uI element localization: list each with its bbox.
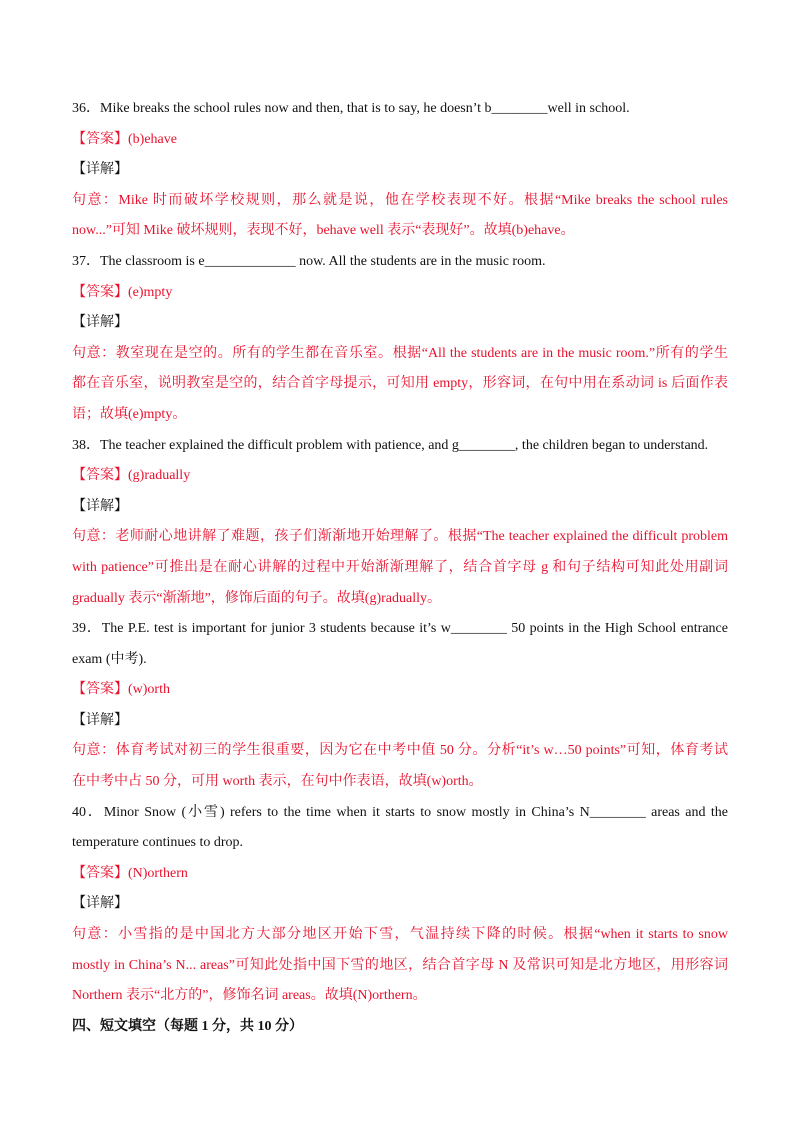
detail-label: 【详解】 [72,162,128,178]
question-text: 36．Mike breaks the school rules now and then, that is to say, he doesn’t b________well in school. [72,101,630,116]
explanation-line: with patience”可推出是在耐心讲解的过程中开始渐渐理解了，结合首字母 g 和句子结构可知此处用副词 [72,559,728,575]
section-heading: 四、短文填空（每题 1 分，共 10 分） [72,1018,303,1034]
answer-line: 【答案】(N)orthern [72,865,188,881]
explanation-line: gradually 表示“渐渐地”，修饰后面的句子。故填(g)radually。 [72,590,441,606]
question-block-40 [72,798,728,1012]
detail-label: 【详解】 [72,315,128,331]
explanation-line: now...”可知 Mike 破坏规则，表现不好，behave well 表示“表现好”。故填(b)ehave。 [72,223,575,239]
question-text: exam (中考). [72,651,147,667]
explanation-line: 句意：Mike 时而破坏学校规则，那么就是说，他在学校表现不好。根据“Mike breaks the school rules [72,192,728,208]
explanation-line: Northern 表示“北方的”，修饰名词 areas。故填(N)orthern。 [72,988,427,1004]
explanation-line: 句意：小雪指的是中国北方大部分地区开始下雪，气温持续下降的时候。根据“when it starts to snow [72,927,728,943]
answer-line: 【答案】(w)orth [72,682,170,698]
question-text: 40．Minor Snow (小雪) refers to the time when it starts to snow mostly in China’s N________ areas and the [72,804,728,820]
explanation-line: mostly in China’s N... areas”可知此处指中国下雪的地区，结合首字母 N 及常识可知是北方地区，用形容词 [72,957,728,973]
question-block-36 [72,94,728,247]
explanation-line: 语；故填(e)mpty。 [72,406,187,422]
question-text: 38．The teacher explained the difficult problem with patience, and g________, the children began to understand. [72,437,709,453]
detail-label: 【详解】 [72,712,128,728]
answer-line: 【答案】(e)mpty [72,284,173,300]
question-block-38 [72,431,728,615]
question-text: temperature continues to drop. [72,835,244,851]
answer-line: 【答案】(g)radually [72,468,191,484]
detail-label: 【详解】 [72,896,128,912]
explanation-line: 在中考中占 50 分，可用 worth 表示，在句中作表语，故填(w)orth。 [72,774,483,790]
question-text: 39．The P.E. test is important for junior 3 students because it’s w________ 50 points in the High School entrance [72,621,728,637]
explanation-line: 句意：体育考试对初三的学生很重要，因为它在中考中值 50 分。分析“it’s w…50 points”可知，体育考试 [72,743,728,759]
question-text: 37．The classroom is e_____________ now. All the students are in the music room. [72,253,546,269]
answer-line: 【答案】(b)ehave [72,131,177,147]
question-block-39 [72,614,728,798]
explanation-line: 句意：老师耐心地讲解了难题，孩子们渐渐地开始理解了。根据“The teacher explained the difficult problem [72,529,728,545]
explanation-line: 句意：教室现在是空的。所有的学生都在音乐室。根据“All the students are in the music room.”所有的学生 [72,345,728,361]
document-page [72,94,728,1042]
question-block-37 [72,247,728,431]
detail-label: 【详解】 [72,498,128,514]
explanation-line: 都在音乐室，说明教室是空的，结合首字母提示，可知用 empty，形容词，在句中用在系动词 is 后面作表 [72,376,728,392]
